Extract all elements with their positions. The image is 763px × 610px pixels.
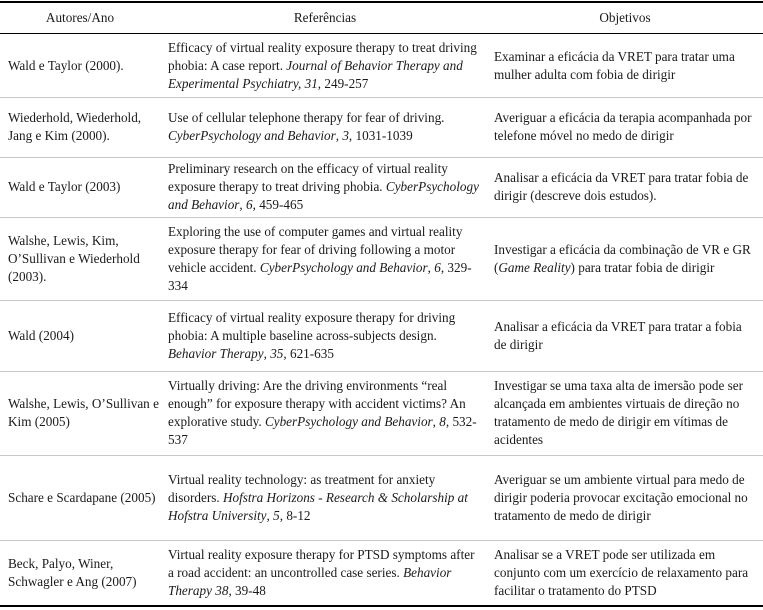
authors-cell — [8, 97, 163, 157]
italic-segment: 35 — [270, 345, 284, 361]
table-row — [0, 371, 763, 455]
authors-text: Walshe, Lewis, Kim, O’Sullivan e Wiederhold (2003). — [8, 232, 140, 284]
objective-text: Analisar a eficácia da VRET para tratar fobia de dirigir (descreve dois estudos). — [494, 170, 749, 203]
reference-text — [168, 471, 483, 525]
table-row — [0, 97, 763, 157]
objective-cell — [494, 540, 756, 605]
authors-text: Schare e Scardapane (2005) — [8, 489, 156, 505]
text-segment: , 459-465 — [252, 197, 304, 212]
table-bottom-rule — [0, 605, 763, 607]
objective-cell — [494, 371, 756, 455]
authors-cell — [8, 300, 163, 371]
reference-cell — [168, 35, 483, 97]
objective-cell — [494, 217, 756, 300]
header-objectives: Objetivos — [599, 10, 651, 25]
text-segment: Preliminary research on the efficacy of virtual reality exposure therapy to treat driving phobia. — [168, 161, 448, 194]
italic-segment: Game Reality — [498, 259, 571, 275]
italic-segment: CyberPsychology and Behavior — [259, 259, 428, 275]
table-header-rule — [0, 33, 763, 34]
text-segment: ) para tratar fobia de dirigir — [570, 259, 715, 275]
reference-text — [168, 377, 483, 449]
italic-segment: 5 — [273, 507, 280, 523]
italic-segment: 8 — [439, 414, 446, 429]
italic-segment: Hofstra Horizons - Research & Scholarship at Hofstra University — [168, 489, 468, 523]
authors-text: Wiederhold, Wiederhold, Jang e Kim (2000). — [8, 110, 142, 143]
reference-cell — [168, 97, 483, 157]
authors-text: Walshe, Lewis, O’Sullivan e Kim (2005) — [8, 396, 159, 429]
table-row — [0, 300, 763, 371]
authors-cell — [8, 540, 163, 605]
objective-text: Analisar se a VRET pode ser utilizada em conjunto com um exercício de relaxamento para facilitar o tratamento do PTSD — [494, 546, 749, 598]
objective-text: Investigar se uma taxa alta de imersão pode ser alcançada em ambientes virtuais de direção no tratamento de medo de dirigir em vítimas de acidentes — [494, 378, 743, 447]
objective-cell — [494, 35, 756, 97]
authors-cell — [8, 371, 163, 455]
italic-segment: Behavior Therapy 38 — [168, 564, 452, 598]
text-segment: Exploring the use of computer games and virtual reality exposure therapy for fear of driving following a motor vehicle accident. — [168, 223, 463, 275]
text-segment: , 249-257 — [317, 76, 369, 91]
objective-text: Averiguar a eficácia da terapia acompanhada por telefone móvel no medo de dirigir — [494, 110, 752, 143]
authors-text: Beck, Palyo, Winer, Schwagler e Ang (2007) — [8, 555, 137, 589]
text-segment: Virtual reality technology: as treatment for anxiety disorders. — [168, 471, 436, 505]
reference-cell — [168, 300, 483, 371]
text-segment: , — [432, 414, 440, 429]
text-segment: , — [263, 345, 271, 361]
text-segment: , 329-334 — [168, 259, 472, 293]
table-top-rule — [0, 1, 763, 3]
italic-segment: 6 — [434, 259, 441, 275]
objective-text: Analisar a eficácia da VRET para tratar a fobia de dirigir — [494, 318, 742, 352]
table-row — [0, 217, 763, 300]
header-authors: Autores/Ano — [45, 10, 115, 25]
italic-segment: CyberPsychology and Behavior — [168, 128, 336, 143]
text-segment: , 1031-1039 — [348, 128, 413, 143]
objective-cell — [494, 455, 756, 540]
text-segment: , 8-12 — [279, 507, 311, 523]
italic-segment: 6 — [246, 197, 253, 212]
authors-text: Wald e Taylor (2003) — [8, 179, 121, 194]
reference-cell — [168, 157, 483, 217]
text-segment: , 39-48 — [228, 582, 266, 598]
text-segment: , 532-537 — [168, 414, 477, 447]
objective-cell — [494, 300, 756, 371]
objective-text: Averiguar se um ambiente virtual para medo de dirigir poderia provocar excitação emocional no tratamento de medo de dirigir — [494, 471, 748, 523]
reference-text — [168, 546, 483, 600]
authors-cell — [8, 217, 163, 300]
reference-cell — [168, 217, 483, 300]
italic-segment: Behavior Therapy — [168, 345, 264, 361]
text-segment: , — [427, 259, 435, 275]
header-references: Referências — [293, 10, 357, 25]
italic-segment: CyberPsychology and Behavior — [264, 414, 433, 429]
reference-text — [168, 39, 483, 93]
text-segment: , 621-635 — [283, 345, 334, 361]
authors-text: Wald e Taylor (2000). — [8, 58, 124, 73]
reference-cell — [168, 455, 483, 540]
table-row — [0, 157, 763, 217]
text-segment: Efficacy of virtual reality exposure therapy for driving phobia: A multiple baseline across-subjects design. — [168, 309, 456, 343]
text-segment: Efficacy of virtual reality exposure therapy to treat driving phobia: A case report. — [168, 40, 477, 73]
text-segment: , — [266, 507, 274, 523]
reference-cell — [168, 371, 483, 455]
objective-cell — [494, 157, 756, 217]
table-row — [0, 455, 763, 540]
authors-cell — [8, 455, 163, 540]
table-row — [0, 540, 763, 605]
reference-text — [168, 223, 483, 295]
authors-cell — [8, 157, 163, 217]
text-segment: Investigar a eficácia da combinação de VR e GR ( — [494, 241, 751, 275]
objective-text — [494, 241, 756, 277]
text-segment: Virtually driving: Are the driving environments “real enough” for exposure therapy with accident victims? An explorative study. — [168, 378, 466, 429]
italic-segment: 3 — [342, 128, 349, 143]
reference-cell — [168, 540, 483, 605]
text-segment: Use of cellular telephone therapy for fear of driving. — [168, 110, 445, 125]
authors-cell — [8, 35, 163, 97]
reference-text — [168, 109, 483, 145]
reference-text — [168, 160, 483, 214]
text-segment: Virtual reality exposure therapy for PTSD symptoms after a road accident: an uncontrolled case series. — [168, 546, 475, 580]
text-segment: , — [335, 128, 343, 143]
authors-text: Wald (2004) — [8, 327, 74, 343]
objective-cell — [494, 97, 756, 157]
italic-segment: CyberPsychology and Behavior — [168, 179, 479, 212]
table-row — [0, 35, 763, 97]
reference-text — [168, 309, 483, 363]
objective-text: Examinar a eficácia da VRET para tratar uma mulher adulta com fobia de dirigir — [494, 49, 735, 82]
text-segment: , — [239, 197, 247, 212]
italic-segment: Journal of Behavior Therapy and Experimental Psychiatry, 31 — [168, 58, 463, 91]
